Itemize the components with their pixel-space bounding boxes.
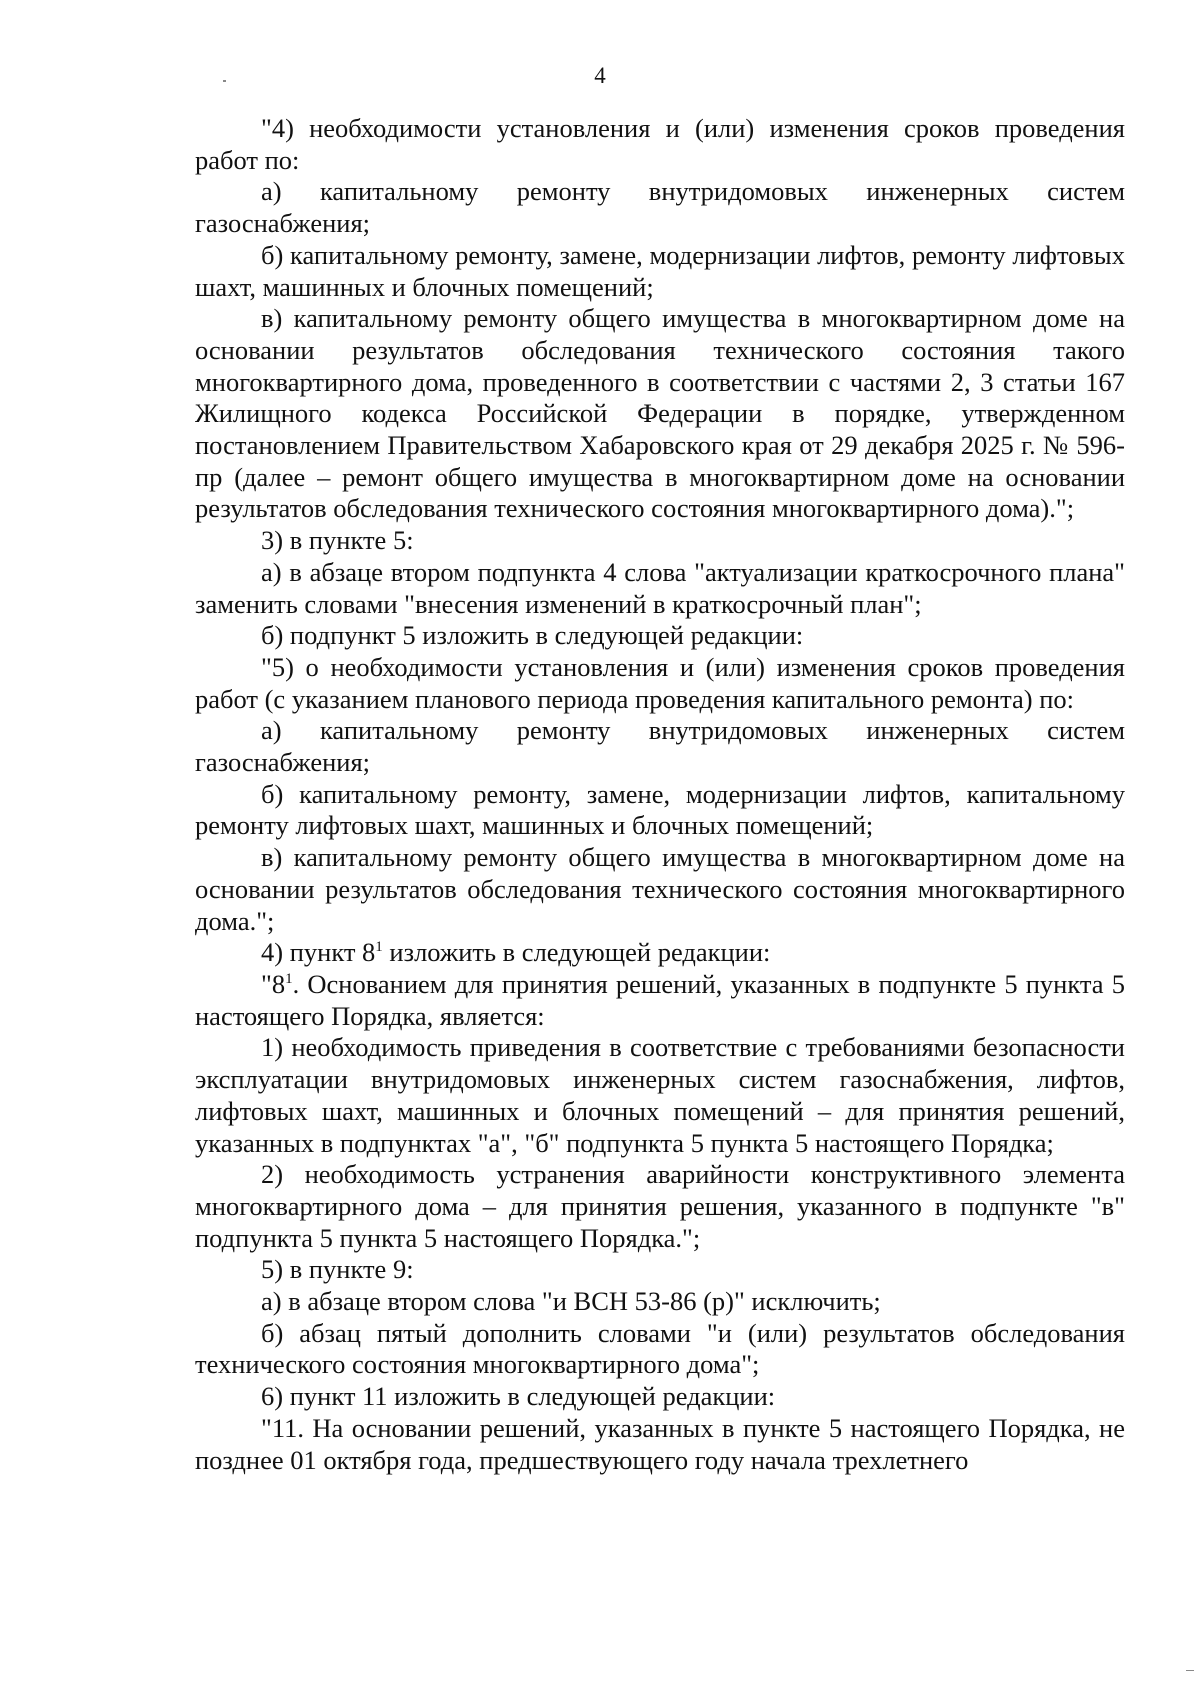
paragraph: [195, 1286, 1125, 1318]
paragraph-text: б) подпункт 5 изложить в следующей редакции:: [261, 620, 804, 651]
paragraph-text: а) капитальному ремонту внутридомовых инженерных систем газоснабжения;: [195, 715, 1125, 778]
paragraph-text: б) капитальному ремонту, замене, модернизации лифтов, ремонту лифтовых шахт, машинных и блочных помещений;: [195, 239, 1125, 302]
paragraph: [195, 969, 1125, 1032]
paragraph-text: 2) необходимость устранения аварийности конструктивного элемента многоквартирного дома – для принятия решения, указанного в подпункте "в" подпункта 5 пункта 5 настоящего Порядка.";: [195, 1159, 1125, 1253]
paragraph: [195, 525, 1125, 557]
paragraph: [195, 779, 1125, 842]
paragraph-text: 1) необходимость приведения в соответствие с требованиями безопасности эксплуатации внутридомовых инженерных систем газоснабжения, лифтов, лифтовых шахт, машинных и блочных помещений – для принятия решений, указанных в подпунктах "а", "б" подпункта 5 пункта 5 настоящего Порядка;: [195, 1032, 1125, 1158]
paragraph: [195, 1318, 1125, 1381]
paragraph: [195, 1413, 1125, 1476]
paragraph-text: б) абзац пятый дополнить словами "и (или) результатов обследования технического состояния многоквартирного дома";: [195, 1317, 1125, 1380]
paragraph-text: а) в абзаце втором подпункта 4 слова "актуализации краткосрочного плана" заменить словами "внесения изменений в краткосрочный план";: [195, 556, 1125, 619]
paragraph-text: а) капитальному ремонту внутридомовых инженерных систем газоснабжения;: [195, 176, 1125, 239]
paragraph-text: 6) пункт 11 изложить в следующей редакции:: [261, 1381, 776, 1412]
paragraph-text: 5) в пункте 9:: [261, 1254, 414, 1285]
scan-speck: [223, 80, 226, 82]
scan-speck: [1186, 1670, 1194, 1671]
page-number: 4: [594, 63, 606, 88]
paragraph-text: "$8^1$. Основанием для принятия решений, указанных в подпункте 5 пункта 5 настоящего Порядка, является:: [195, 968, 1125, 1031]
paragraph: [195, 620, 1125, 652]
paragraph: [195, 303, 1125, 525]
paragraph-text: в) капитальному ремонту общего имущества в многоквартирном доме на основании результатов обследования технического состояния многоквартирного дома.";: [195, 842, 1125, 936]
paragraph-text: "5) о необходимости установления и (или) изменения сроков проведения работ (с указанием планового периода проведения капитального ремонта) по:: [195, 651, 1125, 714]
paragraph: [195, 557, 1125, 620]
paragraph: [195, 715, 1125, 778]
paragraph: [195, 113, 1125, 176]
paragraph: [195, 1381, 1125, 1413]
paragraph: [195, 176, 1125, 239]
paragraph-text: 4) пункт $8^1$ изложить в следующей редакции:: [261, 937, 771, 968]
document-body: [195, 113, 1125, 1476]
paragraph: [195, 842, 1125, 937]
paragraph: [195, 1254, 1125, 1286]
paragraph-text: 3) в пункте 5:: [261, 525, 414, 556]
paragraph-text: в) капитальному ремонту общего имущества в многоквартирном доме на основании результатов обследования технического состояния такого многоквартирного дома, проведенного в соответствии с частями 2, 3 статьи 167 Жилищного кодекса Российской Федерации в порядке, утвержденном постановлением Правительством Хабаровского края от 29 декабря 2025 г. № 596-пр (далее – ремонт общего имущества в многоквартирном доме на основании результатов обследования технического состояния многоквартирного дома).";: [195, 303, 1125, 524]
paragraph: [195, 1159, 1125, 1254]
paragraph-text: "11. На основании решений, указанных в пункте 5 настоящего Порядка, не позднее 01 октября года, предшествующего году начала трехлетнего: [195, 1412, 1125, 1475]
paragraph-text: б) капитальному ремонту, замене, модернизации лифтов, капитальному ремонту лифтовых шахт, машинных и блочных помещений;: [195, 778, 1125, 841]
paragraph: [195, 1032, 1125, 1159]
paragraph: [195, 652, 1125, 715]
paragraph: [195, 240, 1125, 303]
paragraph-text: "4) необходимости установления и (или) изменения сроков проведения работ по:: [195, 113, 1125, 175]
paragraph-text: а) в абзаце втором слова "и ВСН 53-86 (р)" исключить;: [261, 1286, 881, 1317]
paragraph: [195, 937, 1125, 969]
